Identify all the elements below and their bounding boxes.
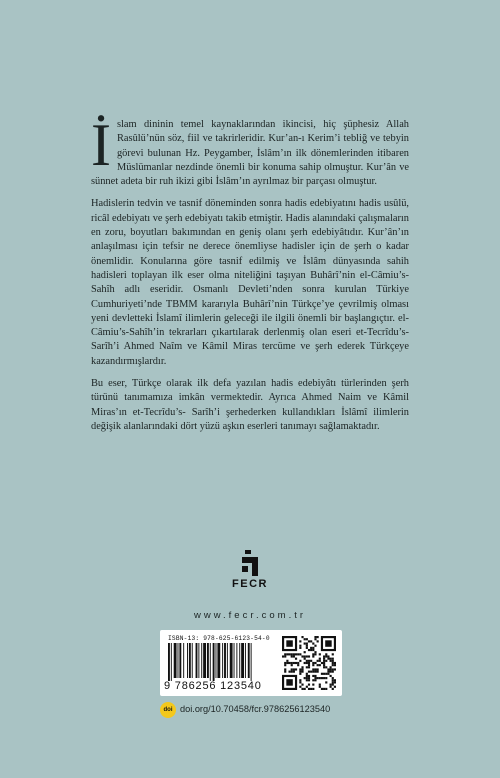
paragraph-summary: Bu eser, Türkçe olarak ilk defa yazılan hadis edebiyâtı türlerinden şerh türünü tanımamıza imkân vermektedir. Ayrıca Ahmed Naim ve Kâmil Miras’ın et-Tecrîdu’s- Sarîh’i şerhederken kullandıkları İslâmî ilimlerin değişik alanlarındaki dört yüzü aşkın eserleri tanımayı sağlamaktadır. [91, 378, 409, 432]
paragraph-history: Hadislerin tedvin ve tasnif döneminden sonra hadis edebiyatını hadis usûlü, ricâl edebiyatı ve şerh edebiyatı takib etmiştir. Hadis alanındaki çalışmaların en zoru, boyutları bakımından en geniş olanı şerh edebiyâtıdır. Kur’ân’ın anlaşılması için tefsir ne derece önemliyse hadisler için de şerh o kadar önemlidir. Konularına göre tasnif edilmiş ve İslâm dünyasında sahih hadisleri toplayan ilk eser olma niteliğini taşıyan Buhârî’nin el-Câmiu’s-Sahîh adlı eseridir. Osmanlı Devleti’nden sonra kurulan Türkiye Cumhuriyeti’nde TBMM kararıyla Buhârî’nin Türkçe’ye çevrilmiş olması yeni devletteki İslamî ilimlerin geleceği ile ilgili önemli bir başlangıçtır. el-Câmiu’s-Sahîh’in tekrarları çıkartılarak derlenmiş olan eseri et-Tecrîdu’s-Sarîh’i Ahmed Naîm ve Kâmil Miras tercüme ve şerh ederek Türkçeye kazandırmışlardır. [91, 198, 409, 367]
paragraph-intro-text: slam dininin temel kaynaklarından ikincisi, hiç şüphesiz Allah Rasûlü’nün söz, fiil ve takrirleridir. Kur’an-ı Kerim’i tebliğ ve tebyin görevi bulunan Hz. Peygamber, İslâm’ın ilk dönemlerinden itibaren Müslümanlar nezdinde önemli bir konuma sahip olmuştur. Kur’ân ve sünnet adeta bir ruh ikizi gibi İslâm’ın ayrılmaz bir parçası olmuştur. [91, 119, 409, 188]
doi-row [160, 702, 380, 718]
publisher-name: FECR [232, 578, 268, 590]
doi-link[interactable]: doi.org/10.70458/fcr.9786256123540 [180, 704, 331, 714]
barcode-graphic [168, 643, 276, 681]
barcode-digits: 9 786256 123540 [164, 680, 262, 692]
doi-badge: doi [160, 702, 176, 718]
fecr-logo-icon [239, 550, 261, 576]
paragraph-intro [91, 112, 409, 189]
drop-cap: İ [91, 112, 111, 178]
publisher-logo [223, 550, 277, 590]
qr-code-icon [282, 636, 336, 690]
barcode-panel [160, 630, 342, 696]
publisher-website[interactable]: www.fecr.com.tr [193, 610, 307, 621]
back-cover-text [91, 112, 409, 442]
isbn-label: ISBN-13: 978-625-6123-54-0 [168, 635, 270, 642]
